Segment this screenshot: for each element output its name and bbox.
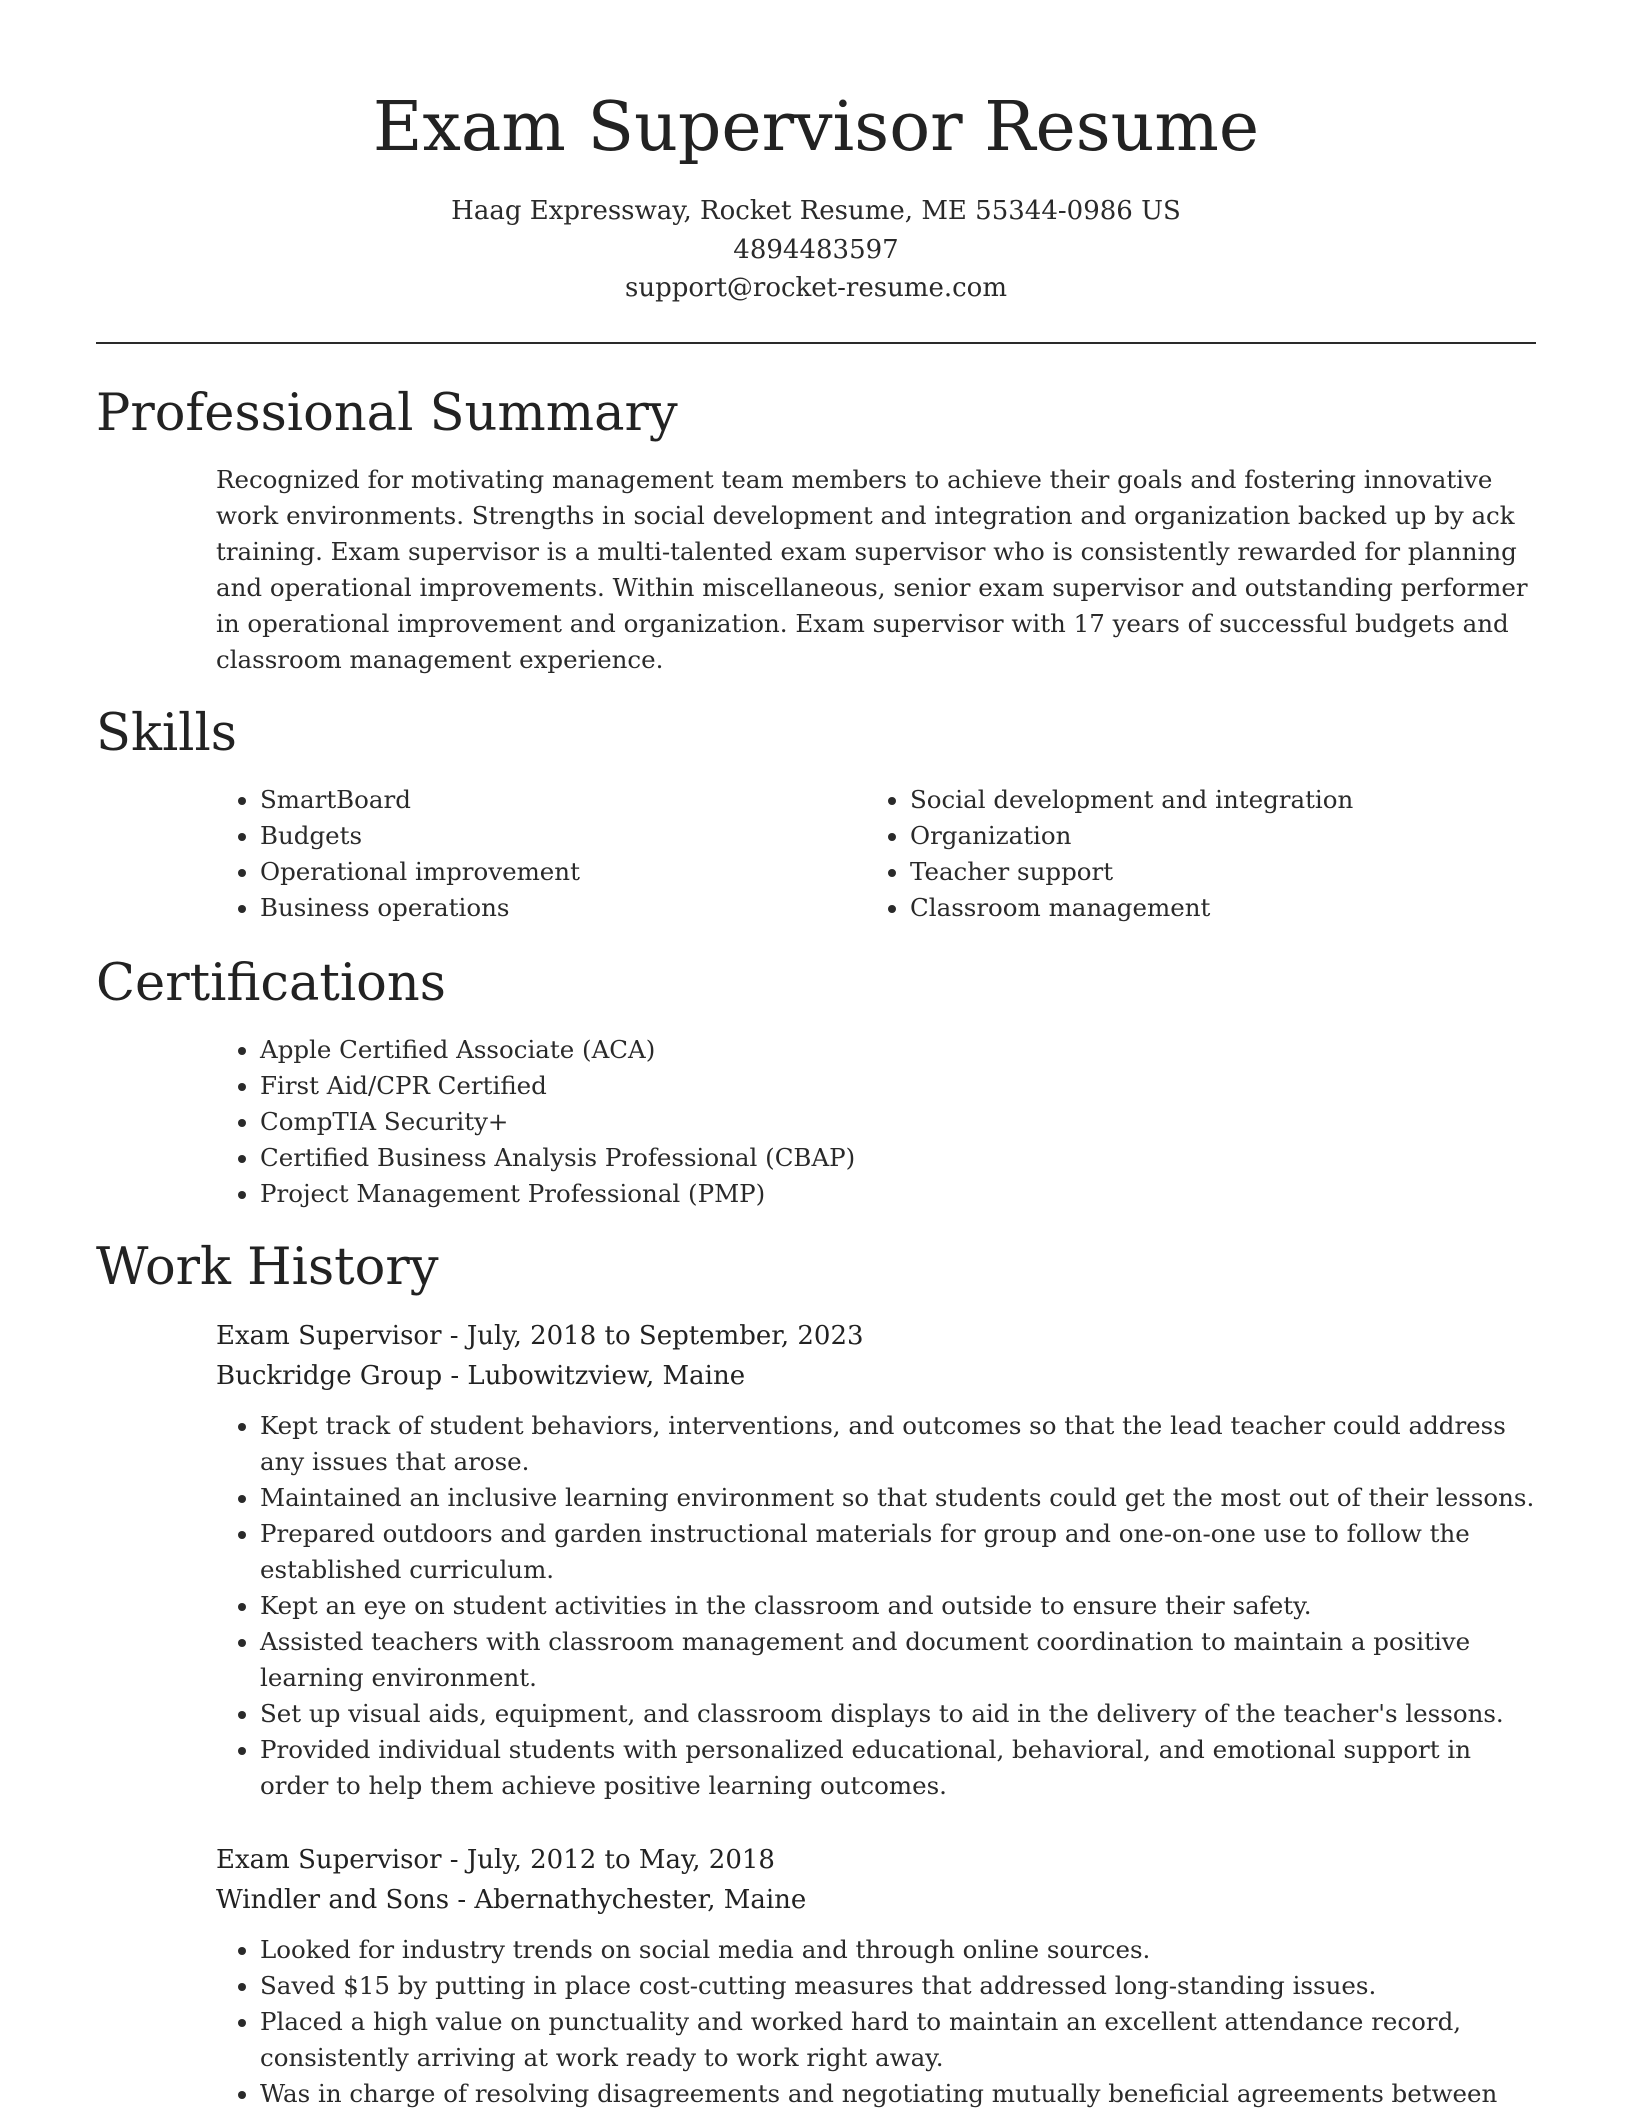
contact-block bbox=[0, 192, 1632, 308]
job-entry bbox=[216, 1316, 1536, 1804]
certification-item: • CompTIA Security+ bbox=[260, 1104, 1536, 1140]
skills-column-right bbox=[866, 782, 1506, 926]
certification-item: • Apple Certified Associate (ACA) bbox=[260, 1032, 1536, 1068]
job-bullet: • Looked for industry trends on social media and through online sources. bbox=[260, 1932, 1536, 1968]
job-bullet: • Placed a high value on punctuality and worked hard to maintain an excellent attendance record, consistently arriving at work ready to work right away. bbox=[260, 2004, 1536, 2076]
skill-item: • Organization bbox=[910, 818, 1506, 854]
resume-title: Exam Supervisor Resume bbox=[372, 88, 1260, 167]
job-entry bbox=[216, 1840, 1536, 2112]
work-history-heading: Work History bbox=[96, 1238, 439, 1297]
job-company: Buckridge Group bbox=[216, 1361, 443, 1391]
skills-list-left bbox=[216, 782, 856, 926]
job-bullet-list bbox=[216, 1408, 1536, 1804]
contact-email: support@rocket-resume.com bbox=[624, 273, 1007, 303]
summary-text: Recognized for motivating management team members to achieve their goals and fostering innovative work environments. Strengths in social development and integration and organization backed up by ack training. Exam supervisor is a multi-talented exam supervisor who is consistently rewarded for planning and operational improvements. Within miscellaneous, senior exam supervisor and outstanding performer in operational improvement and organization. Exam supervisor with 17 years of successful budgets and classroom management experience. bbox=[216, 465, 1528, 674]
job-bullet: • Prepared outdoors and garden instructional materials for group and one-on-one use to follow the established curriculum. bbox=[260, 1516, 1536, 1588]
certifications-block bbox=[216, 1032, 1536, 1212]
skill-item: • Budgets bbox=[260, 818, 856, 854]
job-dates: July, 2012 to May, 2018 bbox=[466, 1845, 775, 1875]
job-company: Windler and Sons bbox=[216, 1885, 450, 1915]
job-title-line: Exam Supervisor - July, 2018 to September, 2023 bbox=[216, 1321, 864, 1351]
job-title-line: Exam Supervisor - July, 2012 to May, 2018 bbox=[216, 1845, 775, 1875]
job-bullet: • Kept an eye on student activities in the classroom and outside to ensure their safety. bbox=[260, 1588, 1536, 1624]
job-bullet: • Maintained an inclusive learning environment so that students could get the most out of their lessons. bbox=[260, 1480, 1536, 1516]
skill-item: • SmartBoard bbox=[260, 782, 856, 818]
certifications-heading: Certifications bbox=[96, 954, 446, 1013]
job-company-line: Windler and Sons - Abernathychester, Maine bbox=[216, 1885, 807, 1915]
job-bullets bbox=[216, 1408, 1536, 1804]
contact-phone: 4894483597 bbox=[733, 234, 899, 265]
job-title: Exam Supervisor bbox=[216, 1321, 442, 1351]
job-bullet-list bbox=[216, 1932, 1536, 2112]
skill-item: • Social development and integration bbox=[910, 782, 1506, 818]
certification-item: • Certified Business Analysis Professional (CBAP) bbox=[260, 1140, 1536, 1176]
skill-item: • Classroom management bbox=[910, 890, 1506, 926]
job-bullet: • Was in charge of resolving disagreements and negotiating mutually beneficial agreements between bbox=[260, 2076, 1536, 2112]
job-bullet: • Kept track of student behaviors, interventions, and outcomes so that the lead teacher could address any issues that arose. bbox=[260, 1408, 1536, 1480]
skill-item: • Business operations bbox=[260, 890, 856, 926]
job-location: Lubowitzview, Maine bbox=[467, 1361, 746, 1391]
job-company-line: Buckridge Group - Lubowitzview, Maine bbox=[216, 1361, 746, 1391]
job-location: Abernathychester, Maine bbox=[474, 1885, 807, 1915]
certifications-list bbox=[216, 1032, 1536, 1212]
job-dates: July, 2018 to September, 2023 bbox=[466, 1321, 864, 1351]
skills-column-left bbox=[216, 782, 856, 926]
skill-item: • Teacher support bbox=[910, 854, 1506, 890]
job-bullet: • Assisted teachers with classroom management and document coordination to maintain a positive learning environment. bbox=[260, 1624, 1536, 1696]
contact-address: Haag Expressway, Rocket Resume, ME 55344-0986 US bbox=[451, 196, 1181, 226]
job-bullet: • Set up visual aids, equipment, and classroom displays to aid in the delivery of the teacher's lessons. bbox=[260, 1696, 1536, 1732]
skills-list-right bbox=[866, 782, 1506, 926]
header-divider bbox=[96, 342, 1536, 344]
job-bullet: • Saved $15 by putting in place cost-cutting measures that addressed long-standing issues. bbox=[260, 1968, 1536, 2004]
summary-heading: Professional Summary bbox=[96, 384, 678, 443]
skill-item: • Operational improvement bbox=[260, 854, 856, 890]
certification-item: • First Aid/CPR Certified bbox=[260, 1068, 1536, 1104]
job-bullets bbox=[216, 1932, 1536, 2112]
job-bullet: • Provided individual students with personalized educational, behavioral, and emotional support in order to help them achieve positive learning outcomes. bbox=[260, 1732, 1536, 1804]
job-title: Exam Supervisor bbox=[216, 1845, 442, 1875]
skills-heading: Skills bbox=[96, 704, 237, 763]
certification-item: • Project Management Professional (PMP) bbox=[260, 1176, 1536, 1212]
